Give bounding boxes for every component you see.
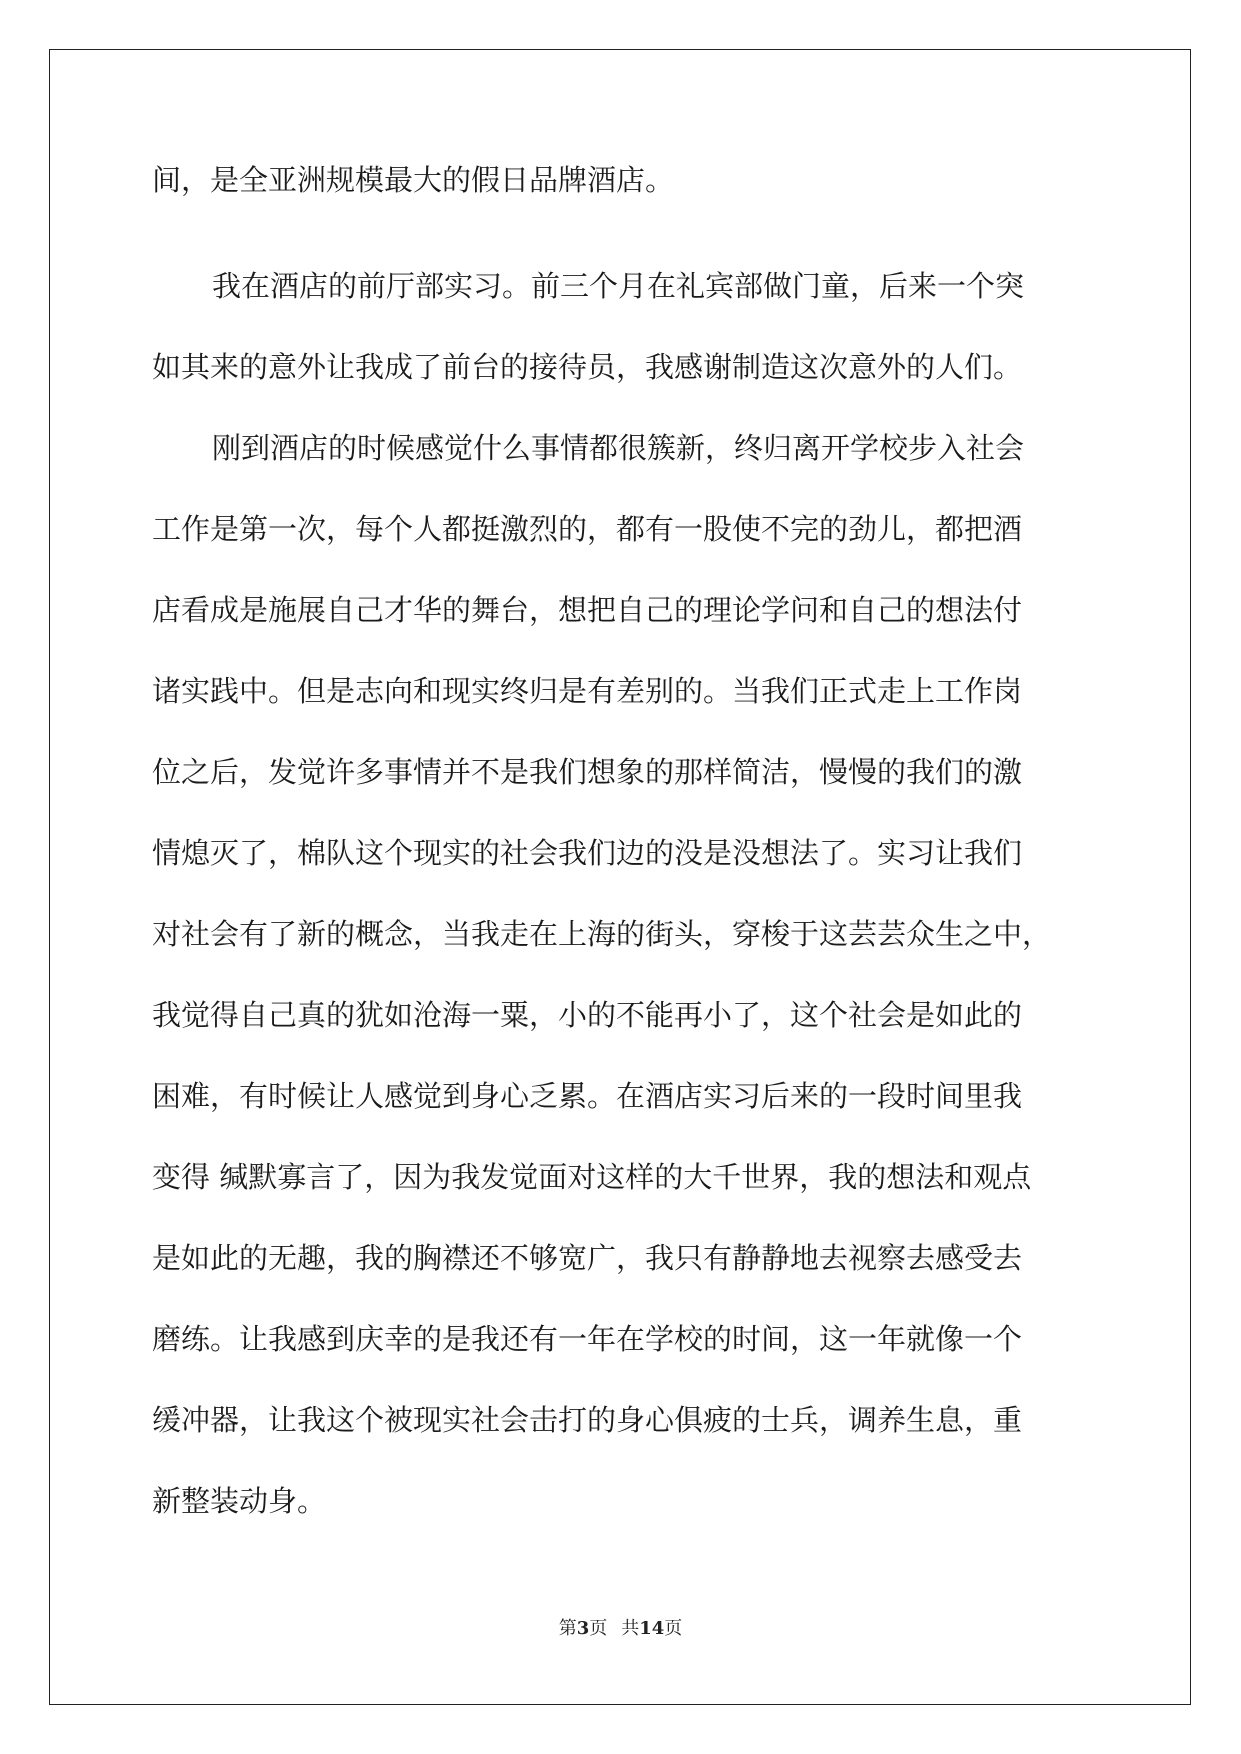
text-line: 对社会有了新的概念，当我走在上海的街头，穿梭于这芸芸众生之中， xyxy=(152,917,1052,951)
text-line: 间，是全亚洲规模最大的假日品牌酒店。 xyxy=(152,163,675,197)
text-line: 我在酒店的前厅部实习。前三个月在礼宾部做门童，后来一个突 xyxy=(212,269,1025,303)
text-line: 磨练。让我感到庆幸的是我还有一年在学校的时间，这一年就像一个 xyxy=(152,1322,1023,1356)
page-prefix: 第 xyxy=(558,1618,577,1639)
text-line: 位之后，发觉许多事情并不是我们想象的那样简洁，慢慢的我们的激 xyxy=(152,755,1023,789)
text-line: 诸实践中。但是志向和现实终归是有差别的。当我们正式走上工作岗 xyxy=(152,674,1023,708)
document-body xyxy=(152,165,1092,1542)
text-line: 困难，有时候让人感觉到身心乏累。在酒店实习后来的一段时间里我 xyxy=(152,1079,1023,1113)
text-line: 情熄灭了，棉队这个现实的社会我们边的没是没想法了。实习让我们 xyxy=(152,836,1023,870)
text-line: 缓冲器，让我这个被现实社会击打的身心俱疲的士兵，调养生息，重 xyxy=(152,1403,1023,1437)
text-line: 如其来的意外让我成了前台的接待员，我感谢制造这次意外的人们。 xyxy=(152,350,1023,384)
total-pages: 14 xyxy=(639,1618,665,1639)
total-suffix: 页 xyxy=(664,1618,683,1639)
text-line: 店看成是施展自己才华的舞台，想把自己的理论学问和自己的想法付 xyxy=(152,593,1023,627)
page-number: 3 xyxy=(576,1618,590,1639)
text-line: 是如此的无趣，我的胸襟还不够宽广，我只有静静地去视察去感受去 xyxy=(152,1241,1023,1275)
text-line: 工作是第一次，每个人都挺激烈的，都有一股使不完的劲儿，都把酒 xyxy=(152,512,1023,546)
page-suffix: 页 xyxy=(589,1618,608,1639)
page-footer xyxy=(0,1618,1241,1640)
text-line: 变得 缄默寡言了，因为我发觉面对这样的大千世界，我的想法和观点 xyxy=(152,1160,1032,1194)
text-line: 我觉得自己真的犹如沧海一粟，小的不能再小了，这个社会是如此的 xyxy=(152,998,1023,1032)
text-line: 新整装动身。 xyxy=(152,1484,327,1518)
total-prefix: 共 xyxy=(621,1618,640,1639)
text-line: 刚到酒店的时候感觉什么事情都很簇新，终归离开学校步入社会 xyxy=(212,431,1025,465)
